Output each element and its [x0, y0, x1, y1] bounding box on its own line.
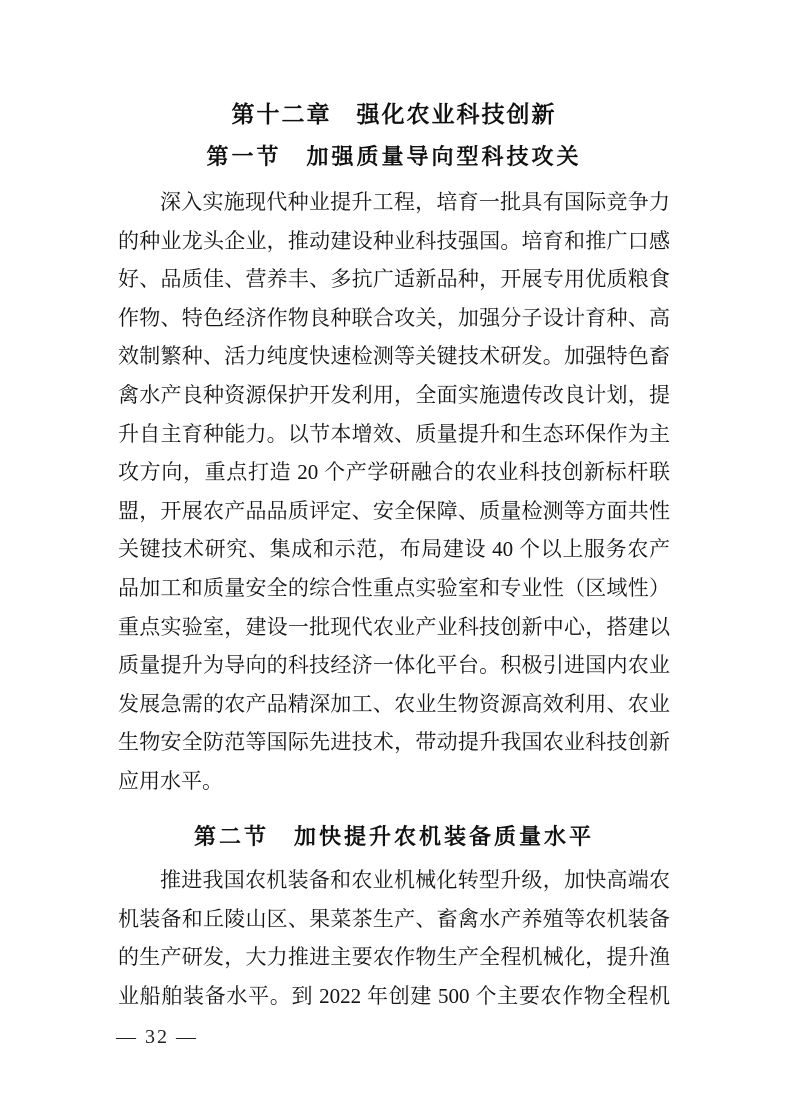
- text-line: 好、品质佳、营养丰、多抗广适新品种，开展专用优质粮食: [118, 267, 670, 292]
- text-line: 效制繁种、活力纯度快速检测等关键技术研发。加强特色畜: [118, 344, 670, 369]
- text-line: 发展急需的农产品精深加工、农业生物资源高效利用、农业: [118, 691, 670, 716]
- text-line: 关键技术研究、集成和示范，布局建设 40 个以上服务农产: [118, 537, 670, 562]
- section-2-paragraph: [118, 861, 670, 1015]
- page-number: — 32 —: [116, 1026, 198, 1048]
- section-1-title: 第一节 加强质量导向型科技攻关: [206, 144, 582, 169]
- text-line: 盟，开展农产品品质评定、安全保障、质量检测等方面共性: [118, 498, 670, 523]
- chapter-title: 第十二章 强化农业科技创新: [231, 101, 557, 127]
- text-line: 业船舶装备水平。到 2022 年创建 500 个主要农作物全程机: [118, 983, 670, 1008]
- section-2-title: 第二节 加快提升农机装备质量水平: [193, 824, 594, 849]
- text-line: 推进我国农机装备和农业机械化转型升级，加快高端农: [160, 868, 670, 892]
- text-line: 深入实施现代种业提升工程，培育一批具有国际竞争力: [160, 190, 670, 214]
- text-line: 重点实验室，建设一批现代农业产业科技创新中心，搭建以: [118, 614, 670, 639]
- text-line: 应用水平。: [118, 768, 223, 793]
- text-line: 质量提升为导向的科技经济一体化平台。积极引进国内农业: [118, 653, 670, 678]
- text-line: 机装备和丘陵山区、果菜茶生产、畜禽水产养殖等农机装备: [118, 906, 670, 931]
- section-1-paragraph: [118, 183, 670, 801]
- text-line: 攻方向，重点打造 20 个产学研融合的农业科技创新标杆联: [118, 460, 670, 485]
- text-line: 升自主育种能力。以节本增效、质量提升和生态环保作为主: [118, 421, 670, 446]
- text-line: 品加工和质量安全的综合性重点实验室和专业性（区域性）: [118, 575, 670, 600]
- text-line: 生物安全防范等国际先进技术，带动提升我国农业科技创新: [118, 730, 670, 755]
- text-line: 作物、特色经济作物良种联合攻关，加强分子设计育种、高: [118, 305, 670, 330]
- text-line: 的种业龙头企业，推动建设种业科技强国。培育和推广口感: [118, 228, 670, 253]
- text-line: 的生产研发，大力推进主要农作物生产全程机械化，提升渔: [118, 945, 670, 970]
- text-line: 禽水产良种资源保护开发利用，全面实施遗传改良计划，提: [118, 382, 670, 407]
